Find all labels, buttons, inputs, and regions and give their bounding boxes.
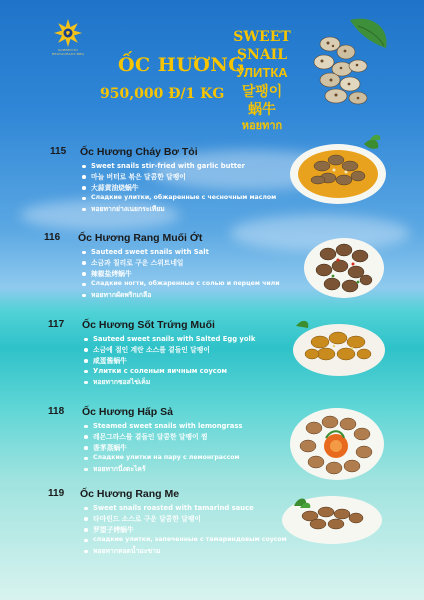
desc-line: Сладкие ногти, обжаренные с солью и перцем чили <box>82 279 280 290</box>
item-name: Ốc Hương Cháy Bơ Tỏi <box>80 146 198 158</box>
item-number: 119 <box>48 488 65 499</box>
name-english: SWEET SNAIL <box>233 29 291 63</box>
desc-line: 罗望子烤蜗牛 <box>84 525 287 536</box>
star-flower-icon <box>53 18 83 48</box>
desc-line: 大蒜黄油烧蜗牛 <box>82 183 276 194</box>
item-name: Ốc Hương Hấp Sả <box>82 406 173 418</box>
desc-line: หอยทากซอสไข่เค็ม <box>84 377 255 388</box>
dish-photo <box>290 312 388 380</box>
item-name: Ốc Hương Sốt Trứng Muối <box>82 319 215 331</box>
item-number: 117 <box>48 319 65 330</box>
dish-photo <box>280 486 384 548</box>
price-label: 950,000 Đ/1 KG <box>100 86 225 102</box>
desc-line: Sweet snails roasted with tamarind sauce <box>84 503 287 514</box>
page-title: ỐC HƯƠNG <box>118 54 245 76</box>
name-korean: 달팽이 <box>241 83 283 99</box>
desc-line: Улитки с соленым яичным соусом <box>84 366 255 377</box>
desc-line: หอยทากย่างเนยกระเทียม <box>82 204 276 215</box>
desc-line: หอยทากผัดพริกเกลือ <box>82 290 280 301</box>
item-description <box>84 334 255 388</box>
desc-line: หอยทากนึ่งตะไคร้ <box>84 464 242 475</box>
desc-line: Sauteed sweet snails with Salt <box>82 247 280 258</box>
dish-photo <box>284 130 388 208</box>
item-description <box>82 247 280 301</box>
name-thai: หอยทาก <box>241 120 283 132</box>
item-name: Ốc Hương Rang Me <box>80 488 180 500</box>
desc-line: 소금에 절인 계란 소스를 곁들인 달팽이 <box>84 345 255 356</box>
desc-line: 咸蛋酱蜗牛 <box>84 356 255 367</box>
desc-line: 마늘 버터로 볶은 달콤한 달팽이 <box>82 172 276 183</box>
desc-line: Steamed sweet snails with lemongrass <box>84 421 242 432</box>
dish-photo <box>286 398 388 484</box>
dish-name-translations <box>214 28 310 134</box>
item-number: 115 <box>50 146 67 157</box>
desc-line: 레몬그라스를 곁들인 달콤한 달팽이 찜 <box>84 432 242 443</box>
desc-line: Sauteed sweet snails with Salted Egg yolk <box>84 334 255 345</box>
sweet-snail-photo <box>300 14 392 112</box>
item-number: 116 <box>44 232 61 243</box>
desc-line: сладкие улитки, запеченные с тамариндовым соусом <box>84 535 287 546</box>
dish-photo <box>298 224 388 302</box>
item-name: Ốc Hương Rang Muối Ớt <box>78 232 203 244</box>
name-russian: УЛИТКА <box>236 65 288 80</box>
item-description <box>82 161 276 215</box>
name-chinese: 蜗牛 <box>248 101 276 117</box>
desc-line: 香茅蒸蜗牛 <box>84 443 242 454</box>
desc-line: Сладкие улитки на пару с лемонграссом <box>84 453 242 464</box>
desc-line: 타마린드 소스로 구운 달콤한 달팽이 <box>84 514 287 525</box>
item-number: 118 <box>48 406 65 417</box>
desc-line: 辣椒盐烤蜗牛 <box>82 269 280 280</box>
logo-text: SORRENTO RESTAURANT.BBQ <box>51 48 85 56</box>
desc-line: 소금과 칠리로 구운 스위트네일 <box>82 258 280 269</box>
desc-line: Сладкие улитки, обжаренные с чесночным маслом <box>82 193 276 204</box>
item-description <box>84 503 287 557</box>
desc-line: หอยทากทอดน้ำมะขาม <box>84 546 287 557</box>
desc-line: Sweet snails stir-fried with garlic butter <box>82 161 276 172</box>
restaurant-logo <box>46 18 90 56</box>
item-description <box>84 421 242 475</box>
